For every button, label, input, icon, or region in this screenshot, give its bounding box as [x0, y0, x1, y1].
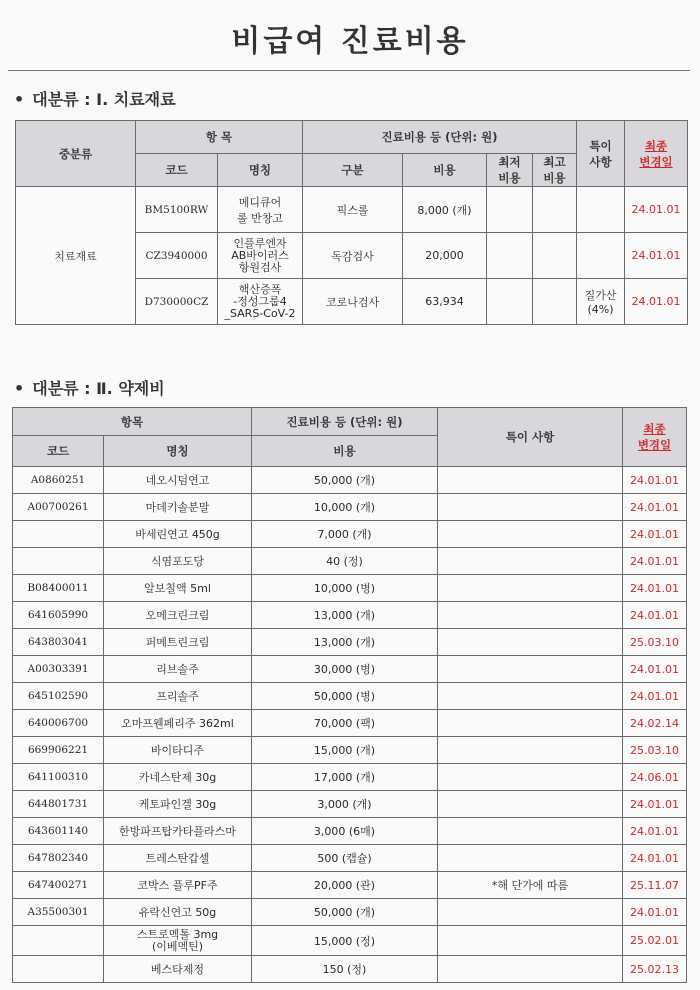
table-row [13, 872, 687, 899]
header-max-cost: 최고 비용 [533, 154, 577, 187]
code-cell: A00303391 [13, 656, 104, 683]
code-cell: A35500301 [13, 899, 104, 926]
drug-name: 베스타제정 [150, 963, 205, 976]
code-cell: 641100310 [13, 764, 104, 791]
cost-cell: 50,000 (병) [252, 683, 438, 710]
code-cell: A00700261 [13, 494, 104, 521]
date-cell: 24.01.01 [623, 521, 687, 548]
special-cell [438, 791, 623, 818]
cost-cell: 150 (정) [252, 956, 438, 983]
date-cell: 24.02.14 [623, 710, 687, 737]
cost-cell: 50,000 (개) [252, 899, 438, 926]
code-cell: A0860251 [13, 467, 104, 494]
date-cell: 24.01.01 [623, 575, 687, 602]
special-cell [438, 710, 623, 737]
drug-name: 퍼메트린크림 [145, 636, 210, 649]
header-min-cost: 최저 비용 [487, 154, 533, 187]
header-division: 구분 [303, 154, 403, 187]
name-cell [104, 845, 252, 872]
name-cell [104, 683, 252, 710]
cost-cell: 15,000 (정) [252, 926, 438, 956]
drug-name: 한방파프탑카타플라스마 [119, 825, 236, 838]
cost-cell: 63,934 [403, 279, 487, 325]
title-divider [8, 70, 690, 71]
table-row [13, 494, 687, 521]
cost-cell: 30,000 (병) [252, 656, 438, 683]
code-cell: 641605990 [13, 602, 104, 629]
table-row [13, 956, 687, 983]
cost-cell: 3,000 (개) [252, 791, 438, 818]
table-row [13, 899, 687, 926]
drug-name: 오메크린크림 [145, 609, 210, 622]
special-cell [438, 899, 623, 926]
special-cell [438, 683, 623, 710]
drug-name: 카네스탄제 30g [138, 771, 217, 784]
name-cell [104, 791, 252, 818]
code-cell: BM5100RW [136, 187, 218, 233]
table-row [13, 683, 687, 710]
table-row [13, 926, 687, 956]
section-heading-materials [14, 87, 176, 110]
name-cell [104, 899, 252, 926]
name-cell [104, 710, 252, 737]
name-cell [104, 602, 252, 629]
date-cell: 24.01.01 [623, 818, 687, 845]
category-cell: 치료재료 [16, 187, 136, 325]
section-heading-text: 대분류 : Ⅰ. 치료재료 [32, 90, 176, 109]
division-cell: 독감검사 [303, 233, 403, 279]
cost-cell: 500 (캡슐) [252, 845, 438, 872]
cost-cell: 70,000 (팩) [252, 710, 438, 737]
name-cell: 인플루엔자 AB바이러스 항원검사 [218, 233, 303, 279]
date-cell: 24.01.01 [623, 602, 687, 629]
header-item: 항 목 [136, 121, 303, 154]
name-cell [104, 548, 252, 575]
date-cell: 24.01.01 [625, 187, 688, 233]
drug-name: 바세린연고 450g [135, 528, 220, 541]
table-row [13, 791, 687, 818]
header-name: 명칭 [104, 436, 252, 467]
drug-name: 오마프웬페리주 362ml [121, 717, 234, 730]
header-latest-date: 최종 변경일 [625, 121, 688, 187]
special-cell [438, 602, 623, 629]
table-row [13, 521, 687, 548]
drug-name: 트레스탄갑셀 [145, 852, 210, 865]
table-row [13, 656, 687, 683]
header-item: 항목 [13, 408, 252, 436]
date-cell: 24.01.01 [625, 279, 688, 325]
table-row [13, 764, 687, 791]
header-special: 특이 사항 [438, 408, 623, 467]
special-cell [438, 521, 623, 548]
max-cost-cell [533, 233, 577, 279]
header-code: 코드 [136, 154, 218, 187]
special-cell [438, 845, 623, 872]
table-row [13, 845, 687, 872]
drugs-table-body [13, 467, 687, 983]
drug-name: 케토파인겔 30g [138, 798, 217, 811]
header-code: 코드 [13, 436, 104, 467]
name-cell [104, 467, 252, 494]
drug-name: 유락신연고 50g [138, 906, 217, 919]
code-cell: 647802340 [13, 845, 104, 872]
special-cell [438, 926, 623, 956]
name-cell [104, 494, 252, 521]
header-cost: 비용 [403, 154, 487, 187]
special-cell [438, 737, 623, 764]
date-cell: 25.03.10 [623, 737, 687, 764]
drug-name: 네오시덤연고 [145, 474, 210, 487]
date-cell: 25.11.07 [623, 872, 687, 899]
code-cell [13, 956, 104, 983]
date-cell: 25.02.13 [623, 956, 687, 983]
name-cell [104, 872, 252, 899]
drug-name: 바이타디주 [150, 744, 205, 757]
cost-cell: 17,000 (개) [252, 764, 438, 791]
division-cell: 코로나검사 [303, 279, 403, 325]
header-special: 특이 사항 [577, 121, 625, 187]
date-cell: 24.01.01 [623, 467, 687, 494]
code-cell: B08400011 [13, 575, 104, 602]
drug-name-sub: (이베멕틴) [151, 939, 204, 953]
header-latest-date: 최종 변경일 [623, 408, 687, 467]
section-heading-drugs [14, 376, 165, 399]
drug-name: 식염포도당 [150, 555, 205, 568]
table-row [13, 548, 687, 575]
special-cell [438, 656, 623, 683]
header-cost-group: 진료비용 등 (단위: 원) [252, 408, 438, 436]
code-cell: 640006700 [13, 710, 104, 737]
code-cell: 669906221 [13, 737, 104, 764]
cost-cell: 13,000 (개) [252, 602, 438, 629]
drug-name: 마데키솔분말 [145, 501, 210, 514]
drug-name: 리브솔주 [156, 663, 199, 676]
code-cell: 644801731 [13, 791, 104, 818]
special-cell [438, 956, 623, 983]
materials-table [15, 120, 688, 325]
cost-cell: 13,000 (개) [252, 629, 438, 656]
drug-name: 코박스 플루PF주 [137, 879, 218, 892]
section-heading-text: 대분류 : Ⅱ. 약제비 [32, 379, 165, 398]
table-row [13, 467, 687, 494]
name-cell: 메디큐어 롤 반창고 [218, 187, 303, 233]
special-cell [438, 494, 623, 521]
special-cell [577, 187, 625, 233]
date-cell: 24.01.01 [623, 899, 687, 926]
cost-cell: 50,000 (개) [252, 467, 438, 494]
date-cell: 24.06.01 [623, 764, 687, 791]
cost-cell: 3,000 (6매) [252, 818, 438, 845]
special-cell [438, 575, 623, 602]
drug-name: 알보칠액 5ml [144, 582, 211, 595]
table-row [13, 602, 687, 629]
special-cell [438, 629, 623, 656]
special-cell [438, 467, 623, 494]
code-cell: 643601140 [13, 818, 104, 845]
cost-cell: 15,000 (개) [252, 737, 438, 764]
table-row [13, 818, 687, 845]
cost-cell: 7,000 (개) [252, 521, 438, 548]
name-cell [104, 818, 252, 845]
min-cost-cell [487, 279, 533, 325]
code-cell: CZ3940000 [136, 233, 218, 279]
name-cell [104, 764, 252, 791]
date-cell: 24.01.01 [623, 494, 687, 521]
table-row [13, 710, 687, 737]
date-cell: 24.01.01 [623, 548, 687, 575]
drug-name: 스트로멕톨 3mg [136, 927, 219, 941]
cost-cell: 8,000 (개) [403, 187, 487, 233]
table-row [13, 737, 687, 764]
header-cost-group: 진료비용 등 (단위: 원) [303, 121, 577, 154]
max-cost-cell [533, 279, 577, 325]
name-cell [104, 575, 252, 602]
special-cell [438, 764, 623, 791]
code-cell: D730000CZ [136, 279, 218, 325]
special-cell [577, 233, 625, 279]
date-cell: 24.01.01 [623, 791, 687, 818]
min-cost-cell [487, 233, 533, 279]
name-cell [104, 629, 252, 656]
special-cell: 질가산 (4%) [577, 279, 625, 325]
header-name: 명칭 [218, 154, 303, 187]
table-row [13, 629, 687, 656]
min-cost-cell [487, 187, 533, 233]
date-cell: 24.01.01 [623, 683, 687, 710]
name-cell [104, 737, 252, 764]
bullet-icon: • [14, 379, 25, 398]
cost-cell: 20,000 (관) [252, 872, 438, 899]
division-cell: 픽스롤 [303, 187, 403, 233]
date-cell: 25.03.10 [623, 629, 687, 656]
header-cost: 비용 [252, 436, 438, 467]
bullet-icon: • [14, 90, 25, 109]
name-cell: 핵산증폭 -정성그룹4 _SARS-CoV-2 [218, 279, 303, 325]
drugs-table [12, 407, 687, 983]
special-cell [438, 548, 623, 575]
table-row [13, 575, 687, 602]
cost-cell: 10,000 (병) [252, 575, 438, 602]
name-cell [104, 656, 252, 683]
date-cell: 24.01.01 [625, 233, 688, 279]
date-cell: 24.01.01 [623, 845, 687, 872]
code-cell [13, 521, 104, 548]
cost-cell: 20,000 [403, 233, 487, 279]
drug-name: 프리솔주 [156, 690, 199, 703]
code-cell [13, 926, 104, 956]
max-cost-cell [533, 187, 577, 233]
page-title: 비급여 진료비용 [231, 24, 469, 59]
name-cell [104, 926, 252, 956]
cost-cell: 40 (정) [252, 548, 438, 575]
cost-cell: 10,000 (개) [252, 494, 438, 521]
date-cell: 25.02.01 [623, 926, 687, 956]
special-cell: *해 단가에 따름 [438, 872, 623, 899]
date-cell: 24.01.01 [623, 656, 687, 683]
name-cell [104, 956, 252, 983]
table-row [16, 187, 688, 233]
name-cell [104, 521, 252, 548]
code-cell: 645102590 [13, 683, 104, 710]
header-middle-category: 중분류 [16, 121, 136, 187]
special-cell [438, 818, 623, 845]
code-cell: 647400271 [13, 872, 104, 899]
code-cell [13, 548, 104, 575]
code-cell: 643803041 [13, 629, 104, 656]
